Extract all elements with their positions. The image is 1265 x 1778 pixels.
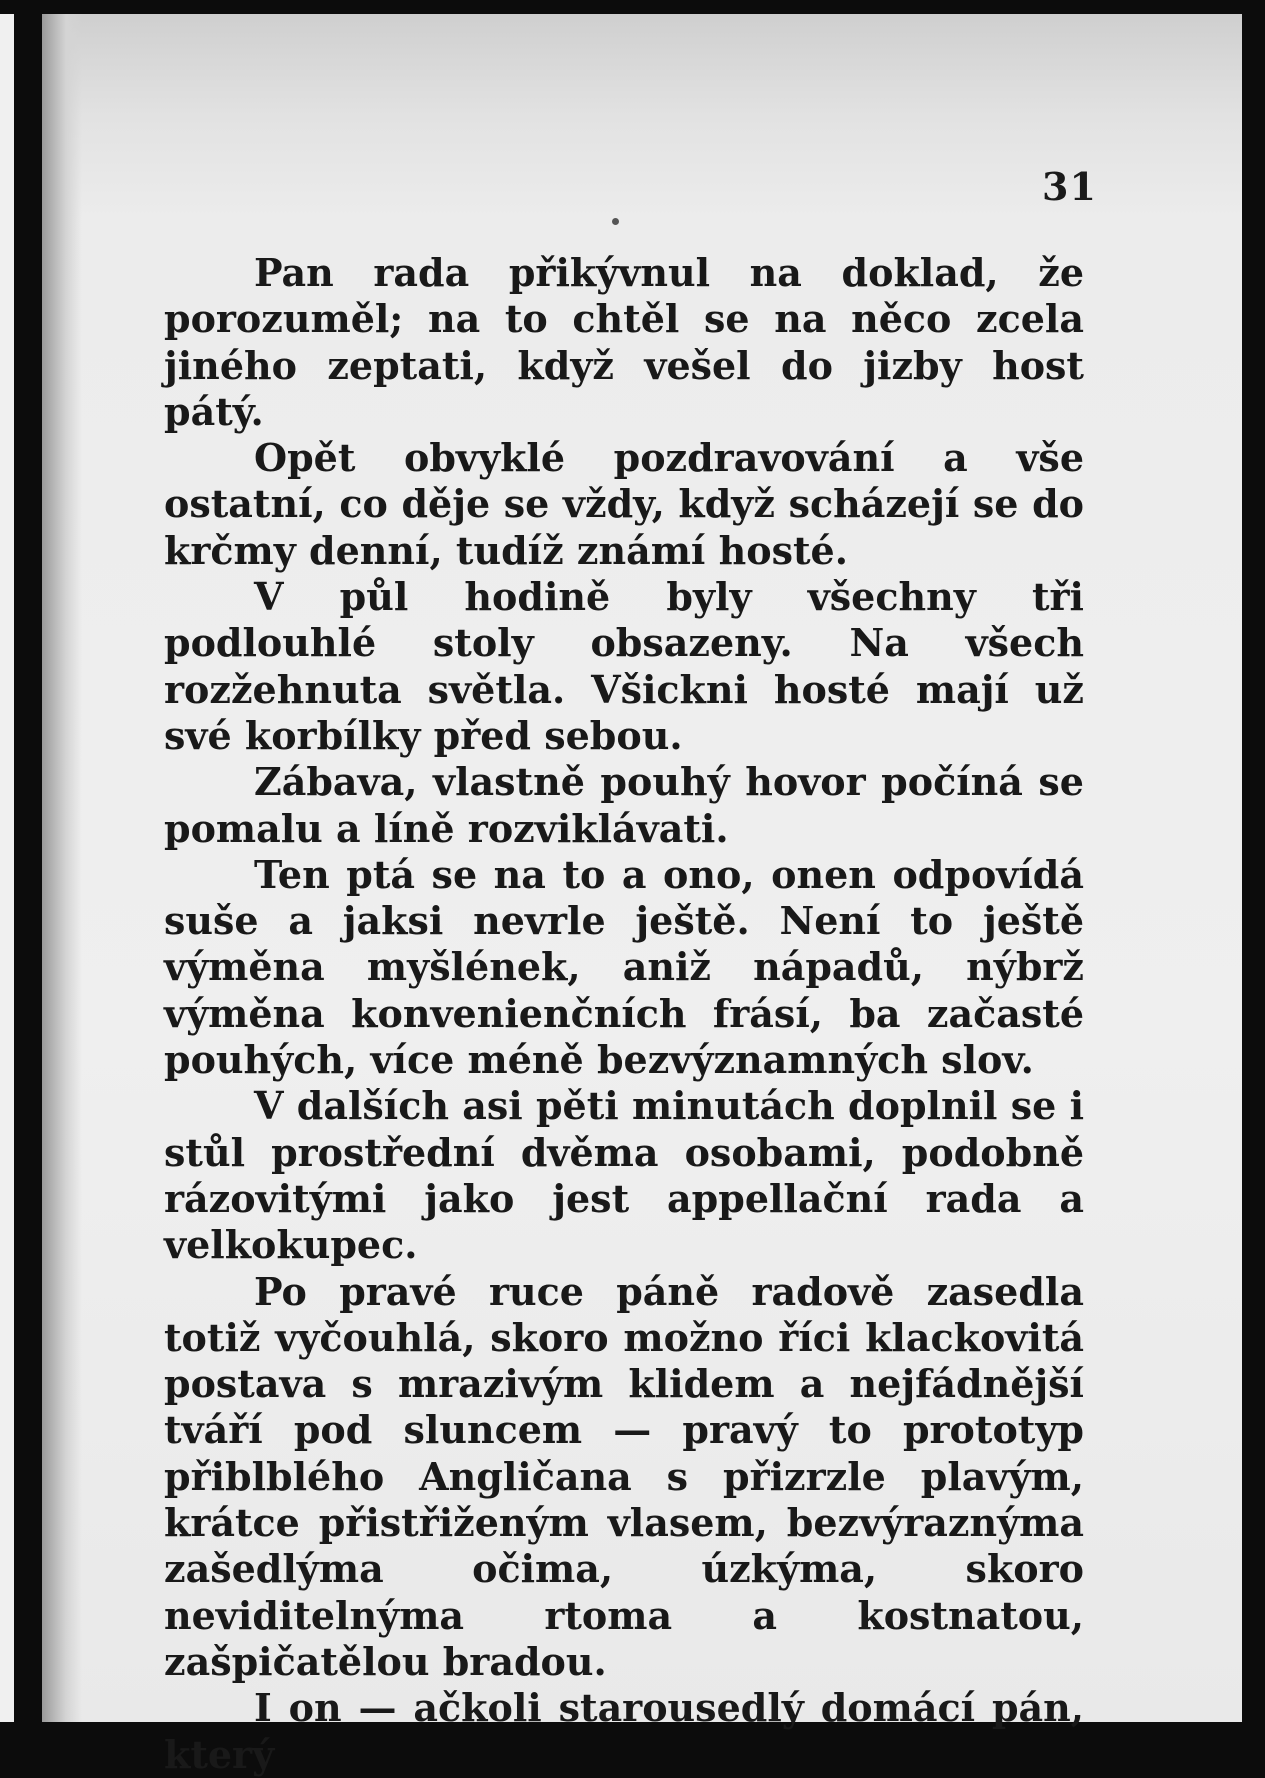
paragraph: V dalších asi pěti minutách doplnil se i stůl prostřední dvěma osobami, podobně rázovitými jako jest appellační rada a velkokupec. [164,1083,1084,1268]
paragraph: Ten ptá se na to a ono, onen odpovídá suše a jaksi nevrle ještě. Není to ještě výměna myšlének, aniž nápadů, nýbrž výměna konvenienčních frásí, ba začasté pouhých, více méně bezvýznamných slov. [164,851,1084,1083]
paragraph: Opět obvyklé pozdravování a vše ostatní, co děje se vždy, když scházejí se do krčmy denní, tudíž známí hosté. [164,435,1084,573]
paragraph: I on — ačkoli starousedlý domácí pán, který [164,1685,1084,1777]
scan-edge [0,14,14,1722]
book-page [42,14,1242,1777]
paragraph: Po pravé ruce páně radově zasedla totiž vyčouhlá, skoro možno říci klackovitá postava s mrazivým klidem a nejfádnější tváří pod sluncem — pravý to prototyp přiblblého Angličana s přizrzle plavým, krátce přistřiženým vlasem, bezvýraznýma zašedlýma očima, úzkýma, skoro neviditelnýma rtoma a kostnatou, zašpičatělou bradou. [164,1268,1084,1684]
body-text [164,250,1084,1778]
page-number: 31 [1042,164,1097,209]
paragraph: V půl hodině byly všechny tři podlouhlé stoly obsazeny. Na všech rozžehnuta světla. Všickni hosté mají už své korbílky před sebou. [164,574,1084,758]
ink-speck [612,218,619,225]
paragraph: Pan rada přikývnul na doklad, že porozuměl; na to chtěl se na něco zcela jiného zeptati, když vešel do jizby host pátý. [164,250,1084,434]
paragraph: Zábava, vlastně pouhý hovor počíná se pomalu a líně rozviklávati. [164,759,1084,851]
page-gutter-shadow [42,14,82,1722]
